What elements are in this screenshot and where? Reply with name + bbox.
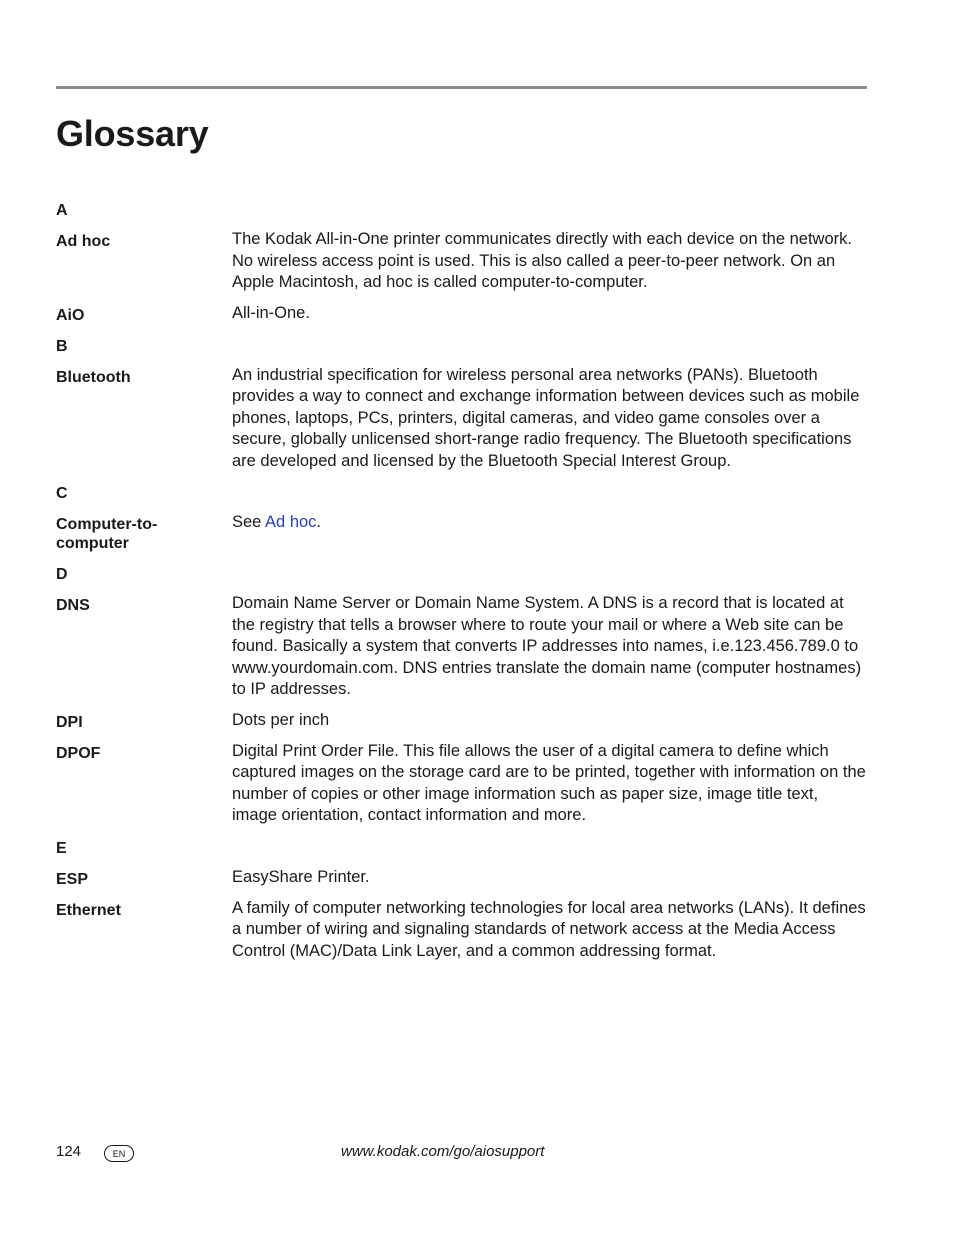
definition [232,512,867,534]
glossary-entry-esp [56,867,867,898]
glossary-entry-dpof [56,741,867,836]
page-title: Glossary [56,113,209,154]
definition: Dots per inch [232,710,330,729]
section-letter-c: C [56,485,68,502]
definition: All-in-One. [232,303,310,322]
language-badge: EN [104,1145,134,1162]
section-letter-d: D [56,566,68,583]
glossary-list [56,198,867,971]
definition: A family of computer networking technologies for local area networks (LANs). It defines a number of wiring and signaling standards of network access at the Media Access Control (MAC)/Data Link Layer, and a common addressing format. [232,898,866,960]
support-url: www.kodak.com/go/aiosupport [341,1143,545,1160]
definition: The Kodak All-in-One printer communicates directly with each device on the network. No wireless access point is used. This is also called a peer-to-peer network. On an Apple Macintosh, ad hoc is called computer-to-computer. [232,230,852,291]
term: ESP [56,870,89,888]
glossary-entry-ad-hoc [56,229,867,303]
term: DPI [56,713,83,731]
glossary-entry-bluetooth [56,365,867,482]
page-number: 124 [56,1143,82,1160]
term: AiO [56,306,85,324]
glossary-entry-ethernet [56,898,867,972]
term: Computer-to-computer [56,516,158,552]
term: Bluetooth [56,368,131,386]
see-suffix: . [316,513,322,531]
glossary-entry-aio [56,303,867,334]
ad-hoc-link[interactable]: Ad hoc [265,513,317,531]
glossary-entry-computer-to-computer [56,512,867,562]
definition: Digital Print Order File. This file allows the user of a digital camera to define which captured images on the storage card are to be printed, together with information on the number of copies or other image information such as paper size, image title text, image orientation, contact information and more. [232,741,866,824]
definition: An industrial specification for wireless personal area networks (PANs). Bluetooth provides a way to connect and exchange information between devices such as mobile phones, laptops, PCs, printers, digital cameras, and video game consoles over a secure, globally unlicensed short-range radio frequency. The Bluetooth specifications are developed and licensed by the Bluetooth Special Interest Group. [232,365,860,470]
term: Ethernet [56,901,121,919]
glossary-entry-dns [56,593,867,710]
term: DNS [56,597,90,614]
glossary-entry-dpi [56,710,867,741]
definition: EasyShare Printer. [232,867,370,886]
see-prefix: See [232,513,266,531]
term: Ad hoc [56,233,111,250]
term: DPOF [56,744,101,762]
header-rule [56,86,867,89]
section-letter-a: A [56,202,68,219]
definition: Domain Name Server or Domain Name System. A DNS is a record that is located at the registry that tells a browser where to route your mail or where a Web site can be found. Basically a system that converts IP addresses into names, i.e.123.456.789.0 to www.yourdomain.com. DNS entries translate the domain name (computer hostnames) to IP addresses. [232,594,862,698]
section-letter-b: B [56,337,68,355]
section-letter-e: E [56,839,67,857]
